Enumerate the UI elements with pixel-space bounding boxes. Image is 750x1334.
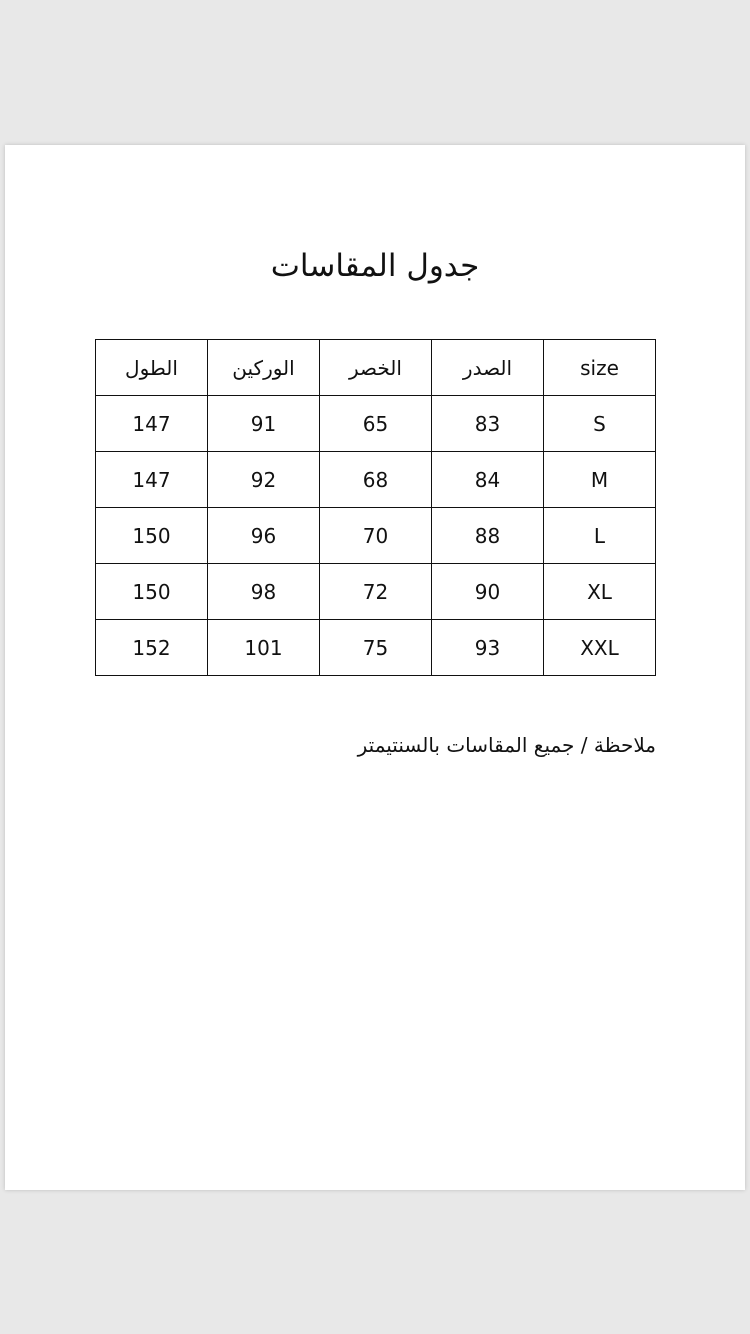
cell-size: XXL [544,620,656,676]
header-waist: الخصر [320,340,432,396]
header-size: size [544,340,656,396]
header-chest: الصدر [432,340,544,396]
cell-waist: 72 [320,564,432,620]
cell-length: 150 [96,564,208,620]
cell-waist: 75 [320,620,432,676]
table-row [96,452,656,508]
cell-waist: 68 [320,452,432,508]
cell-hips: 92 [208,452,320,508]
cell-chest: 83 [432,396,544,452]
table-row [96,564,656,620]
cell-size: XL [544,564,656,620]
cell-hips: 101 [208,620,320,676]
cell-length: 147 [96,452,208,508]
cell-size: L [544,508,656,564]
cell-chest: 84 [432,452,544,508]
cell-waist: 65 [320,396,432,452]
table-row [96,508,656,564]
cell-length: 152 [96,620,208,676]
header-hips: الوركين [208,340,320,396]
cell-chest: 93 [432,620,544,676]
cell-length: 150 [96,508,208,564]
cell-size: M [544,452,656,508]
cell-waist: 70 [320,508,432,564]
cell-hips: 96 [208,508,320,564]
size-chart-page [5,145,745,1190]
table-header-row [96,340,656,396]
table-row [96,620,656,676]
size-table [95,339,656,676]
cell-chest: 88 [432,508,544,564]
header-length: الطول [96,340,208,396]
cell-length: 147 [96,396,208,452]
cell-chest: 90 [432,564,544,620]
cell-hips: 98 [208,564,320,620]
cell-size: S [544,396,656,452]
measurement-note: ملاحظة / جميع المقاسات بالسنتيمتر [357,733,656,757]
page-title: جدول المقاسات [270,248,480,284]
table-row [96,396,656,452]
cell-hips: 91 [208,396,320,452]
